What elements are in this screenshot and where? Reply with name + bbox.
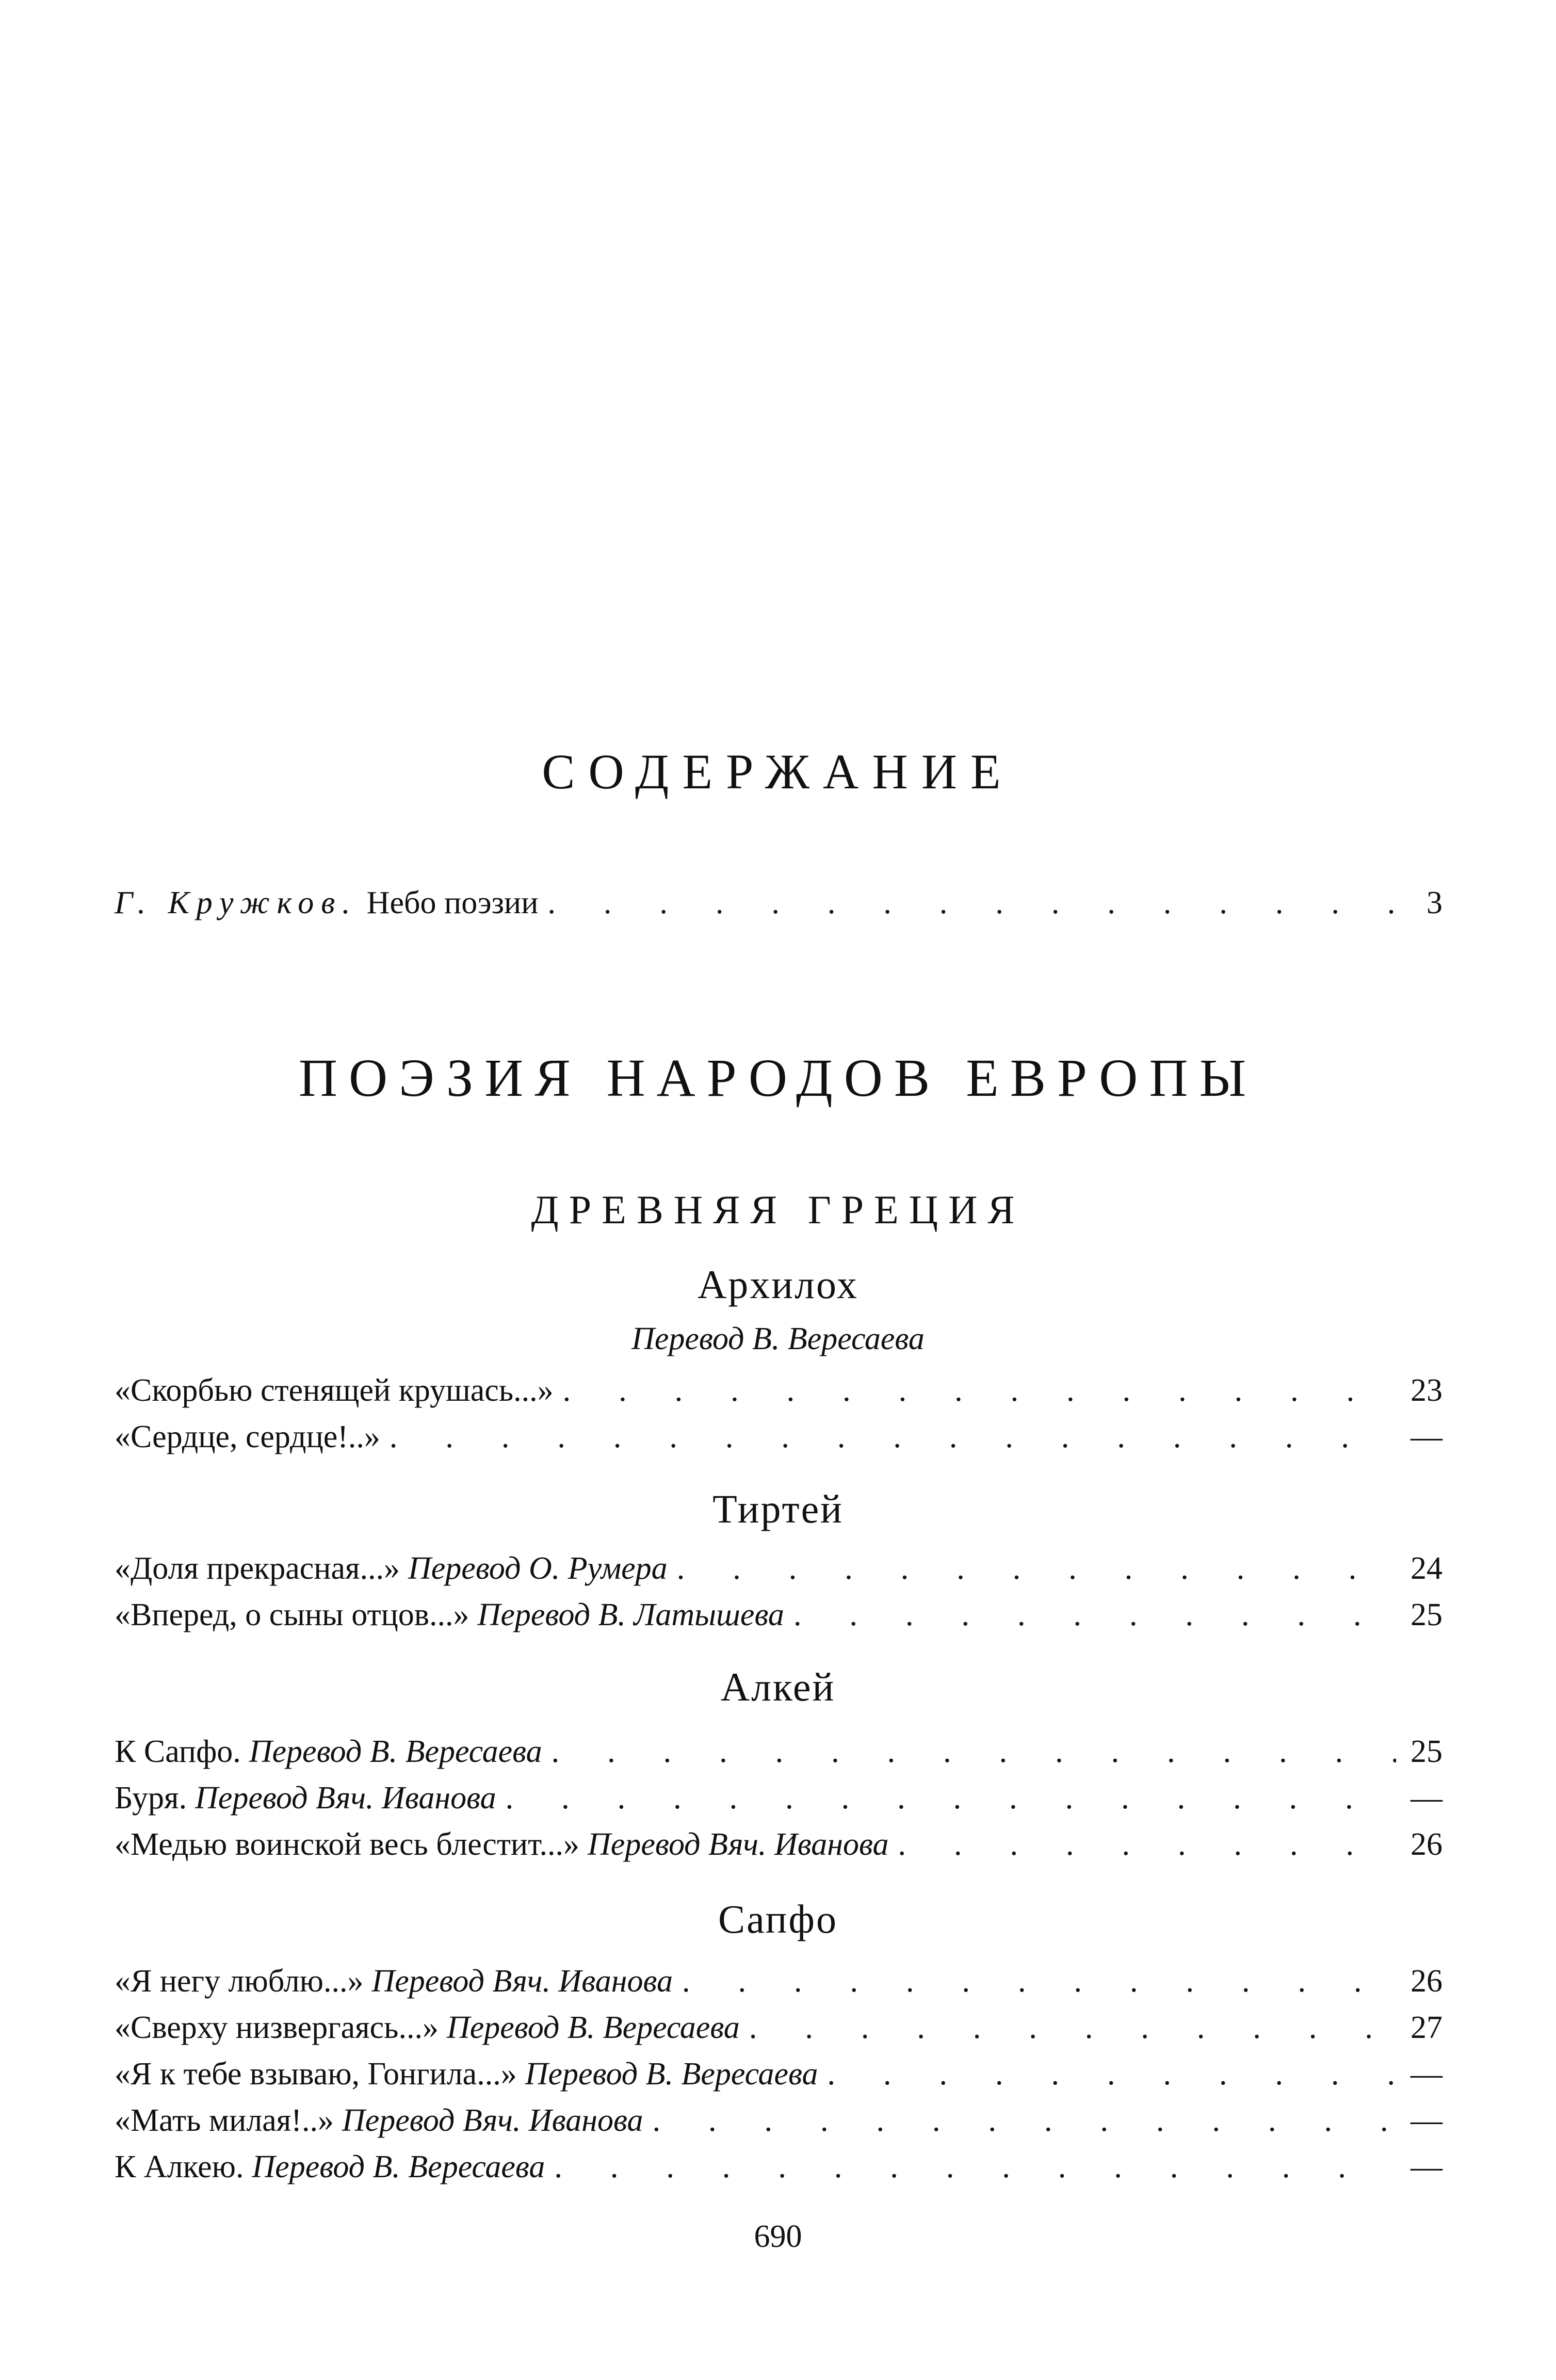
subsection-title: ДРЕВНЯЯ ГРЕЦИЯ: [531, 1187, 1025, 1232]
author-heading: Тиртей: [712, 1486, 844, 1531]
toc-entry: [115, 1419, 1442, 1460]
entry-title: «Доля прекрасная...»: [115, 1551, 400, 1586]
page-number: 24: [1411, 1551, 1442, 1586]
dot-leader: [673, 1963, 1396, 2000]
entry-title: «Вперед, о сыны отцов...»: [115, 1597, 469, 1632]
toc-entry: [115, 1597, 1442, 1638]
entry-translator: Перевод Вяч. Иванова: [588, 1827, 889, 1862]
toc-entry: [115, 2056, 1442, 2097]
page-number: 23: [1411, 1373, 1442, 1408]
entry-title: К Сапфо.: [115, 1734, 241, 1769]
dot-leader: [380, 1419, 1396, 1455]
dot-leader: [545, 2149, 1396, 2185]
page-folio: 690: [754, 2219, 802, 2254]
toc-entry-intro: [115, 885, 1442, 926]
intro-title: Небо поэзии: [366, 885, 539, 920]
entry-title: «Мать милая!..»: [115, 2103, 334, 2138]
section-title: ПОЭЗИЯ НАРОДОВ ЕВРОПЫ: [298, 1048, 1258, 1108]
dot-leader: [740, 2010, 1396, 2046]
entry-translator: Перевод В. Латышева: [477, 1597, 784, 1632]
page-number: —: [1411, 1419, 1442, 1454]
entry-title: «Скорбью стенящей крушась...»: [115, 1373, 554, 1408]
entry-translator: Перевод В. Вересаева: [446, 2010, 740, 2045]
dot-leader: [818, 2056, 1396, 2093]
intro-author: Г. Кружков.: [115, 885, 358, 920]
page-number: 26: [1411, 1964, 1442, 1999]
dot-leader: [643, 2102, 1396, 2139]
toc-entry: [115, 2102, 1442, 2144]
entry-translator: Перевод О. Румера: [408, 1551, 668, 1586]
entry-title: «Сверху низвергаясь...»: [115, 2010, 439, 2045]
page-number: 27: [1411, 2010, 1442, 2045]
dot-leader: [496, 1780, 1396, 1817]
entry-title: «Я к тебе взываю, Гонгила...»: [115, 2057, 517, 2092]
dot-leader: [554, 1372, 1396, 1409]
page-number: —: [1411, 1780, 1442, 1816]
entry-translator: Перевод Вяч. Иванова: [371, 1964, 673, 1999]
entry-translator: Перевод Вяч. Иванова: [342, 2103, 643, 2138]
entry-title: «Сердце, сердце!..»: [115, 1419, 380, 1454]
entry-title: Буря.: [115, 1780, 187, 1816]
entry-translator: Перевод В. Вересаева: [525, 2057, 818, 2092]
toc-entry: [115, 2010, 1442, 2051]
entry-title: «Медью воинской весь блестит...»: [115, 1827, 580, 1862]
author-heading: Алкей: [720, 1664, 836, 1709]
translator-line: Перевод В. Вересаева: [631, 1321, 925, 1356]
entry-title: «Я негу люблю...»: [115, 1964, 364, 1999]
toc-title: СОДЕРЖАНИЕ: [542, 744, 1014, 799]
author-heading: Сапфо: [718, 1897, 838, 1941]
entry-title: К Алкею.: [115, 2149, 244, 2184]
page-number: 26: [1411, 1827, 1442, 1862]
toc-entry: [115, 1550, 1442, 1592]
entry-translator: Перевод В. Вересаева: [252, 2149, 545, 2184]
page-number: 3: [1427, 885, 1442, 920]
toc-entry: [115, 2149, 1442, 2190]
page-number: 25: [1411, 1597, 1442, 1632]
dot-leader: [668, 1550, 1396, 1587]
dot-leader: [784, 1597, 1396, 1633]
page-number: —: [1411, 2057, 1442, 2092]
dot-leader: [538, 885, 1396, 921]
toc-entry: [115, 1372, 1442, 1414]
toc-entry: [115, 1780, 1442, 1821]
page-number: 25: [1411, 1734, 1442, 1769]
dot-leader: [889, 1826, 1396, 1863]
page-number: —: [1411, 2149, 1442, 2184]
page-number: —: [1411, 2103, 1442, 2138]
author-heading: Архилох: [697, 1262, 859, 1307]
toc-entry: [115, 1734, 1442, 1775]
entry-translator: Перевод Вяч. Иванова: [195, 1780, 496, 1816]
toc-entry: [115, 1826, 1442, 1868]
toc-entry: [115, 1963, 1442, 2004]
entry-translator: Перевод В. Вересаева: [249, 1734, 542, 1769]
dot-leader: [542, 1734, 1396, 1770]
